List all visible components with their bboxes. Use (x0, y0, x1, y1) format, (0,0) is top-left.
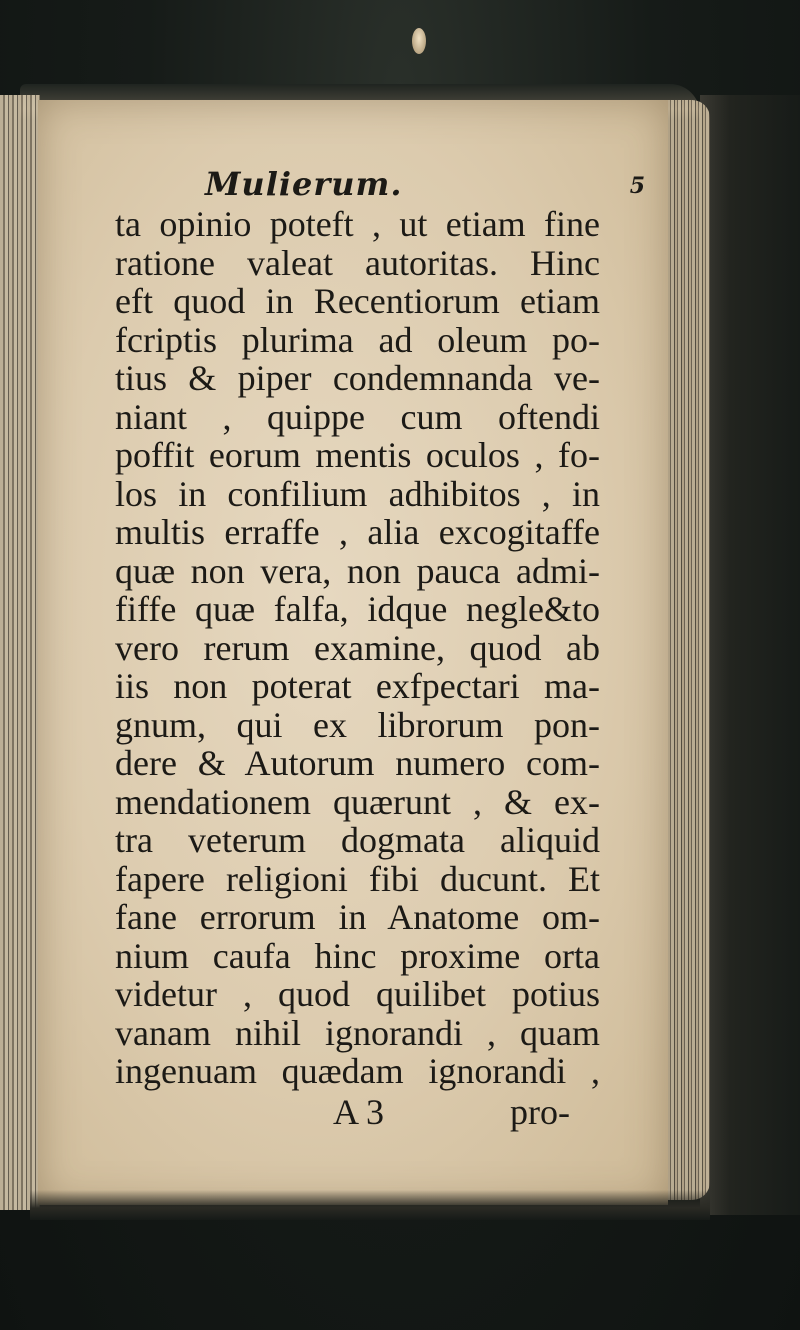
text-line: ratione valeat autoritas. Hinc (115, 242, 600, 283)
text-line: eft quod in Recentiorum etiam (115, 281, 600, 321)
text-line: quæ non vera, non pauca admi- (115, 550, 600, 591)
text-line: tra veterum dogmata aliquid (115, 820, 600, 860)
book-binding (700, 95, 800, 1215)
text-line: poffit eorum mentis oculos , fo- (115, 435, 600, 475)
text-line: tius & piper condemnanda ve- (115, 358, 600, 398)
text-line: nium caufa hinc proxime orta (115, 935, 600, 976)
text-line: fcriptis plurima ad oleum po- (115, 319, 600, 360)
text-line: niant , quippe cum oftendi (115, 396, 600, 437)
text-line: videtur , quod quilibet potius (115, 974, 600, 1014)
text-line: mendationem quærunt , & ex- (115, 781, 600, 822)
page-footer (115, 1091, 625, 1131)
bookmark-tab (412, 28, 426, 54)
text-line: fiffe quæ falfa, idque negle&to (115, 589, 600, 629)
text-line: vero rerum examine, quod ab (115, 627, 600, 668)
book-bottom-edge (30, 1190, 710, 1220)
text-line: ingenuam quædam ignorandi , (115, 1051, 600, 1091)
text-line: dere & Autorum numero com- (115, 743, 600, 783)
text-line: fapere religioni fibi ducunt. Et (115, 858, 600, 899)
text-line: gnum, qui ex librorum pon- (115, 704, 600, 745)
left-page-edges (0, 95, 40, 1210)
signature-mark: A 3 (333, 1091, 385, 1132)
running-title: Mulierum. (205, 165, 403, 203)
running-head (115, 165, 645, 205)
catchword: pro- (510, 1091, 570, 1132)
text-line: iis non poterat exfpectari ma- (115, 666, 600, 706)
text-line: ta opinio poteft , ut etiam fine (115, 204, 600, 244)
text-line: fane errorum in Anatome om- (115, 897, 600, 937)
text-line: vanam nihil ignorandi , quam (115, 1012, 600, 1053)
page-text (115, 165, 645, 1132)
page-number: 5 (629, 173, 645, 199)
text-line: multis erraffe , alia excogitaffe (115, 512, 600, 552)
body-text (115, 205, 625, 1091)
text-line: los in confilium adhibitos , in (115, 473, 600, 514)
